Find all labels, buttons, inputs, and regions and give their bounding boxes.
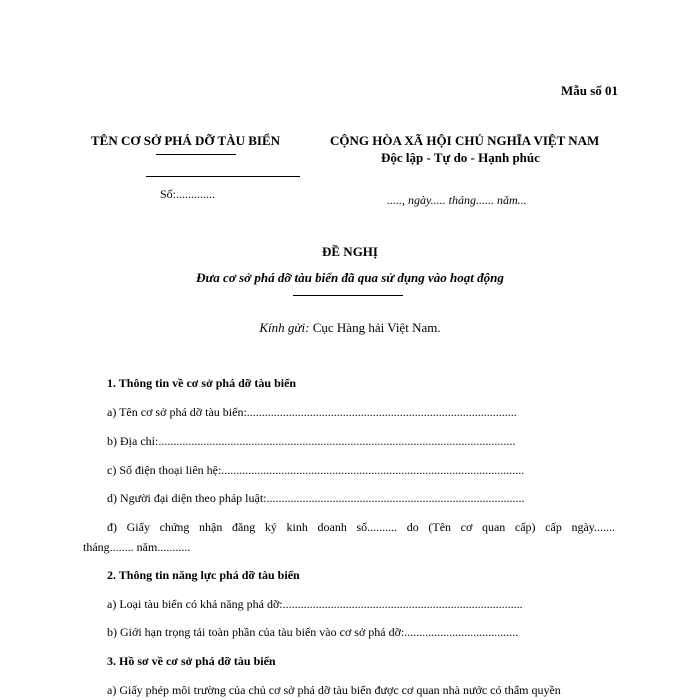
recipient-line: [0, 320, 700, 336]
field-business-registration: đ) Giấy chứng nhận đăng ký kinh doanh số.......... do (Tên cơ quan cấp) cấp ngày.......: [107, 520, 615, 534]
field-environmental-permit: a) Giấy phép môi trường của chủ cơ sở phá dỡ tàu biển được cơ quan nhà nước có thẩm quyền: [107, 683, 561, 697]
national-motto: Độc lập - Tự do - Hạnh phúc: [381, 150, 540, 165]
field-ship-type: a) Loại tàu biển có khả năng phá dỡ:................................................................................: [107, 597, 523, 611]
country-name: CỘNG HÒA XÃ HỘI CHỦ NGHĨA VIỆT NAM: [330, 133, 600, 148]
number-line-rule: [146, 176, 300, 177]
title-underline: [293, 295, 403, 296]
field-deadweight-limit: b) Giới hạn trọng tải toàn phần của tàu biển vào cơ sở phá dỡ:......................................: [107, 625, 519, 639]
section-1-heading: 1. Thông tin về cơ sở phá dỡ tàu biển: [107, 376, 297, 390]
org-name-underline: [156, 154, 236, 155]
field-business-registration-continued: tháng........ năm...........: [83, 540, 191, 554]
document-subtitle: Đưa cơ sở phá dỡ tàu biển đã qua sử dụng vào hoạt động: [196, 270, 504, 285]
field-address: b) Địa chỉ:.......................................................................................................................: [107, 434, 516, 448]
date-line: ....., ngày..... tháng...... năm...: [387, 193, 527, 207]
document-title: ĐỀ NGHỊ: [322, 244, 378, 259]
section-3-heading: 3. Hồ sơ về cơ sở phá dỡ tàu biển: [107, 654, 276, 668]
form-number: Mẫu số 01: [560, 83, 618, 98]
section-2-heading: 2. Thông tin năng lực phá dỡ tàu biển: [107, 568, 300, 582]
field-facility-name: a) Tên cơ sở phá dỡ tàu biển:..........................................................................................: [107, 405, 517, 419]
recipient-label: Kính gửi:: [259, 320, 310, 335]
recipient-name: Cục Hàng hải Việt Nam.: [309, 320, 441, 335]
field-phone: c) Số điện thoại liên hệ:.....................................................................................................: [107, 463, 525, 477]
field-legal-representative: d) Người đại diện theo pháp luật:......................................................................................: [107, 491, 525, 505]
organization-name: TÊN CƠ SỞ PHÁ DỠ TÀU BIỂN: [91, 133, 281, 148]
document-number-label: Số:.............: [160, 187, 216, 201]
